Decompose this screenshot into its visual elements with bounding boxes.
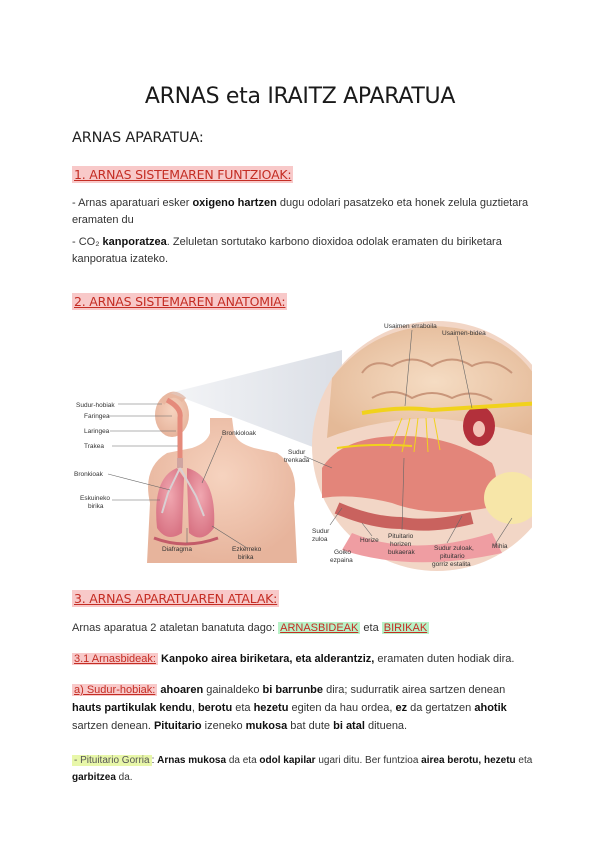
label-eskuineko-birika: Eskuineko [80, 495, 110, 502]
paragraph-co2 [72, 234, 532, 268]
paragraph-intro [72, 620, 532, 637]
label-sudur-zuloak-3: gorriz estalita [432, 561, 471, 568]
label-faringea: Faringea [84, 413, 110, 420]
bold-text: mukosa [245, 720, 288, 732]
subheading-sudur-hobiak: a) Sudur-hobiak: [74, 684, 156, 696]
heading-atalak: 3. ARNAS APARATUAREN ATALAK: [74, 591, 278, 606]
text: dituena. [364, 720, 408, 732]
label-horize: Horize [360, 537, 379, 544]
label-trakea: Trakea [84, 443, 104, 450]
label-pituitario-horizen-2: horizen [390, 541, 412, 548]
label-diafragma: Diafragma [162, 546, 192, 553]
text: eta [232, 702, 254, 714]
label-sudur-hobiak: Sudur-hobiak [76, 402, 115, 409]
text: ugari ditu. Ber funtzioa [315, 755, 422, 766]
paragraph-oxigeno [72, 195, 532, 229]
bold-text: berotu [197, 702, 233, 714]
text: - Arnas aparatuari esker [72, 197, 193, 209]
bold-text: Arnas mukosa [157, 755, 227, 766]
text: gainaldeko [203, 684, 263, 696]
text: dugu odolari pasatzeko eta honek zelula guztietara eramaten du [72, 197, 529, 226]
text: , [191, 702, 198, 714]
subheading-arnasbideak: 3.1 Arnasbideak: [74, 653, 156, 665]
bold-text: oxigeno hartzen [192, 197, 277, 209]
bold-text: bi barrunbe [262, 684, 324, 696]
text: bat dute [287, 720, 334, 732]
label-sudur-zuloa: Sudur [312, 528, 330, 535]
section-title: ARNAS APARATUA: [72, 130, 204, 146]
bold-text: kanporatzea [102, 236, 167, 248]
nasal-zoom [312, 321, 532, 571]
anatomy-svg [72, 318, 532, 574]
text: sartzen denean. [72, 720, 154, 732]
label-goiko-ezpaina: Goiko [334, 549, 351, 556]
label-sudur-zuloak: Sudur zuloak, [434, 545, 474, 552]
heading-anatomia: 2. ARNAS SISTEMAREN ANATOMIA: [74, 294, 286, 309]
label-usaimen-bidea: Usaimen-bidea [442, 330, 486, 337]
label-sudur-trenkada: Sudur [288, 449, 306, 456]
bold-text: airea berotu, hezetu [421, 755, 516, 766]
bold-text: ahotik [474, 702, 507, 714]
label-pituitario-horizen-3: bukaerak [388, 549, 415, 556]
bold-text: odol kapilar [259, 755, 316, 766]
label-bronkioak: Bronkioak [74, 471, 103, 478]
label-goiko-ezpaina-2: ezpaina [330, 557, 353, 564]
highlight-arnasbideak: ARNASBIDEAK [280, 622, 359, 634]
bold-text: bi atal [333, 720, 365, 732]
heading-funtzioak: 1. ARNAS SISTEMAREN FUNTZIOAK: [74, 167, 292, 182]
label-ezkerreko-birika-2: birika [238, 554, 254, 561]
subheading-pituitario-gorria: - Pituitario Gorria [74, 755, 150, 766]
bold-text: Pituitario [153, 720, 202, 732]
text: egiten da hau ordea, [288, 702, 396, 714]
label-sudur-trenkada-2: trenkada [284, 457, 310, 464]
text: : [151, 755, 158, 766]
text: . Zeluletan sortutako karbono dioxidoa odolak eramaten du biriketara kanporatua izateko. [72, 236, 502, 265]
text: Arnas aparatua 2 ataletan banatuta dago: [72, 622, 279, 634]
anatomy-illustration [72, 318, 532, 574]
bold-text: hezetu [253, 702, 289, 714]
bold-text: hauts partikulak kendu [72, 702, 192, 714]
highlight-birikak: BIRIKAK [383, 622, 428, 634]
document-title: ARNAS eta IRAITZ APARATUA [144, 84, 456, 109]
label-ezkerreko-birika: Ezkerreko [232, 546, 262, 553]
label-eskuineko-birika-2: birika [88, 503, 104, 510]
paragraph-arnasbideak [72, 651, 532, 668]
text: da gertatzen [407, 702, 475, 714]
text: da eta [226, 755, 260, 766]
bold-text: Kanpoko airea biriketara, eta alderantziz, [157, 653, 375, 665]
text: - CO₂ [72, 236, 103, 248]
text: dira; sudurratik airea sartzen denean [323, 684, 506, 696]
bold-text: garbitzea [72, 772, 116, 783]
bold-text: ez [395, 702, 408, 714]
label-bronkioloak: Bronkioloak [222, 430, 256, 437]
paragraph-pituitario-gorria [72, 752, 542, 786]
text: da. [115, 772, 133, 783]
text: izeneko [201, 720, 246, 732]
label-sudur-zuloak-2: pituitario [440, 553, 465, 560]
text: eramaten duten hodiak dira. [374, 653, 515, 665]
text: eta [360, 622, 382, 634]
label-laringea: Laringea [84, 428, 110, 435]
text: eta [515, 755, 533, 766]
paragraph-sudur-hobiak [72, 681, 532, 735]
label-mihia: Mihia [492, 543, 508, 550]
label-usaimen-erraboila: Usaimen erraboila [384, 323, 437, 330]
label-pituitario-horizen: Pituitario [388, 533, 414, 540]
bold-text: ahoaren [157, 684, 204, 696]
label-sudur-zuloa-2: zuloa [312, 536, 328, 543]
